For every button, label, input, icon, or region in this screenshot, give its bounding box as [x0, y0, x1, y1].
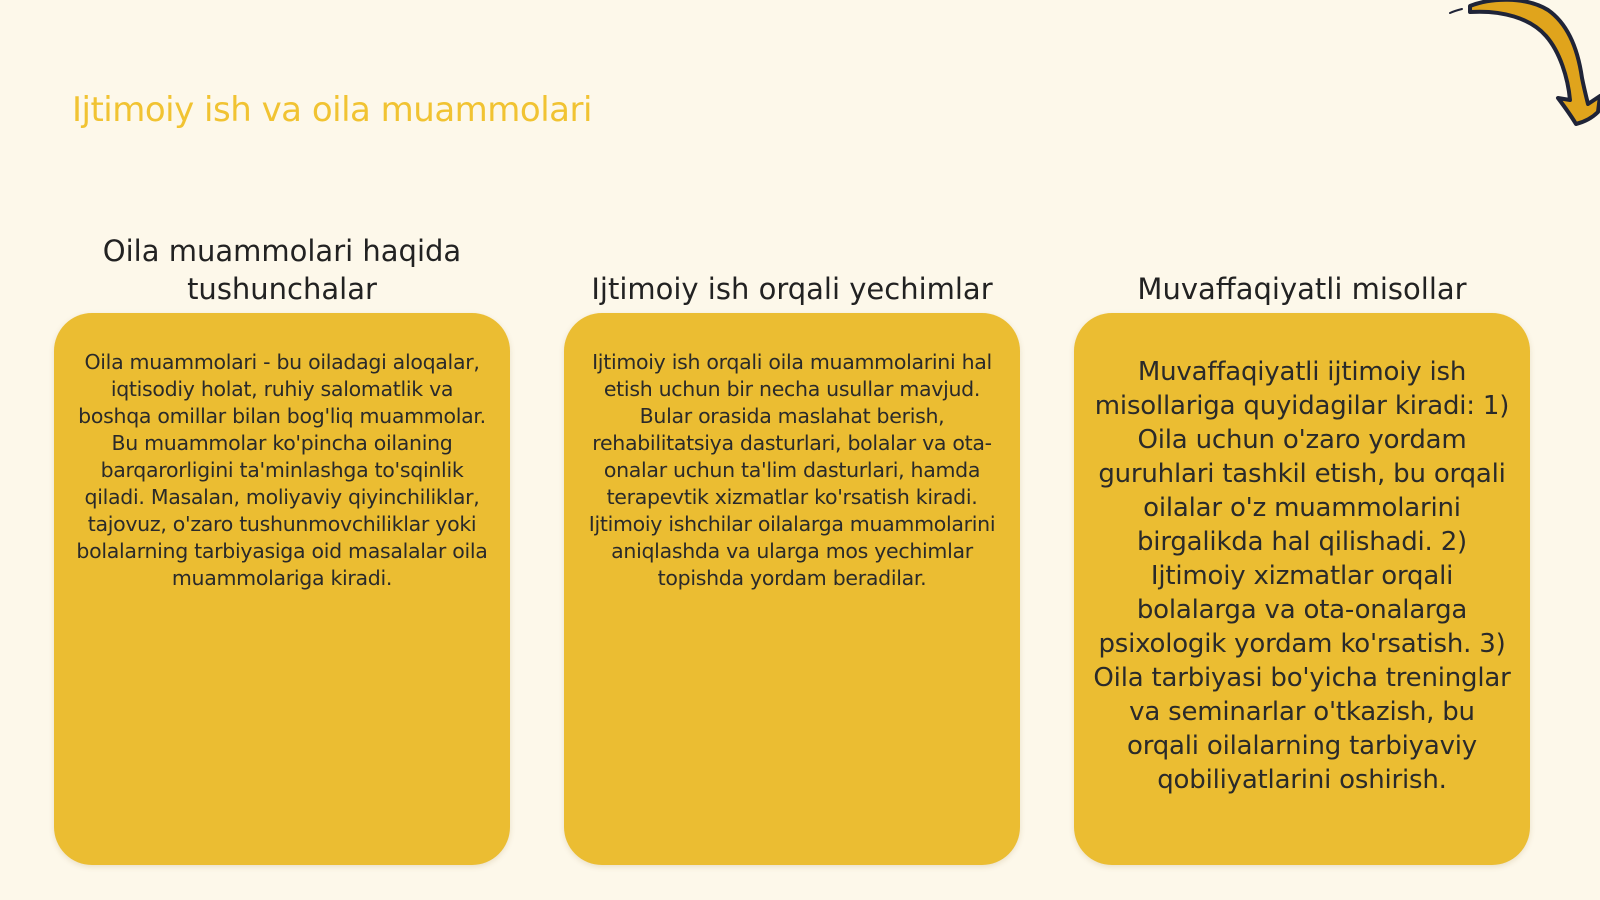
content-card [1074, 313, 1530, 865]
card-body-text: Muvaffaqiyatli ijtimoiy ish misollariga quyidagilar kiradi: 1) Oila uchun o'zaro yordam guruhlari tashkil etish, bu orqali oilalar o'z muammolarini birgalikda hal qilishadi. 2) Ijtimoiy xizmatlar orqali bolalarga va ota-onalarga psixologik yordam ko'rsatish. 3) Oila tarbiyasi bo'yicha treninglar va seminarlar o'tkazish, bu orqali oilalarning tarbiyaviy qobiliyatlarini oshirish. [1093, 357, 1511, 795]
slide-title: Ijtimoiy ish va oila muammolari [72, 90, 592, 130]
column-heading: Ijtimoiy ish orqali yechimlar [591, 272, 993, 306]
column-heading: Muvaffaqiyatli misollar [1137, 272, 1467, 306]
column-solutions [564, 0, 1020, 900]
content-card [564, 313, 1020, 865]
card-body-text: Oila muammolari - bu oiladagi aloqalar, iqtisodiy holat, ruhiy salomatlik va boshqa omillar bilan bog'liq muammolar. Bu muammolar ko'pincha oilaning barqarorligini ta'minlashga to'sqinlik qiladi. Masalan, moliyaviy qiyinchiliklar, tajovuz, o'zaro tushunmovchiliklar yoki bolalarning tarbiyasiga oid masalalar oila muammolariga kiradi. [76, 350, 488, 590]
column-success-examples [1074, 0, 1530, 900]
content-card [54, 313, 510, 865]
card-body-text: Ijtimoiy ish orqali oila muammolarini hal etish uchun bir necha usullar mavjud. Bular orasida maslahat berish, rehabilitatsiya dasturlari, bolalar va ota-onalar uchun ta'lim dasturlari, hamda terapevtik xizmatlar ko'rsatish kiradi. Ijtimoiy ishchilar oilalarga muammolarini aniqlashda va ularga mos yechimlar topishda yordam beradilar. [588, 350, 996, 590]
column-family-problems [54, 0, 510, 900]
column-heading: Oila muammolari haqida tushunchalar [102, 234, 462, 306]
